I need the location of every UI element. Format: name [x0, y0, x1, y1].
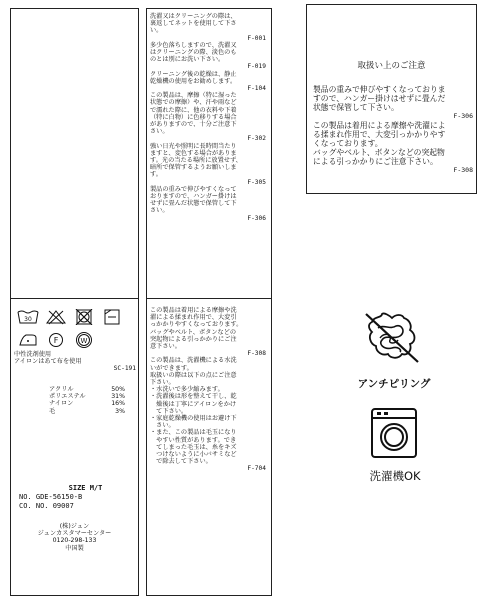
care-symbols-row-1 — [17, 308, 123, 326]
percent: 3% — [115, 407, 125, 415]
composition-row — [49, 386, 125, 393]
care-paragraph: クリーニング後の乾燥は、静止 乾燥機の使用をお勧めします。 F-104 — [150, 70, 266, 93]
iron-low-icon — [17, 331, 39, 349]
anti-pilling-label: アンチピリング — [357, 378, 431, 390]
wet-clean-w-icon — [73, 331, 95, 349]
material: 毛 — [49, 407, 56, 415]
dry-clean-f-icon — [45, 331, 67, 349]
percent: 31% — [111, 393, 125, 401]
company-name: (株)ジュン — [59, 523, 90, 530]
notice-code-2: F-308 — [453, 166, 473, 174]
no-bleach-icon — [45, 308, 67, 326]
company-info — [11, 523, 138, 552]
notice-code-1: F-306 — [453, 112, 473, 120]
care-paragraph: この製品は着用による摩擦や洗 濯による揉まれ作用で、大変引 っかかりやすくなっております。 バッグやベルト、ボタンなどの 突起物による引っかかりにご注 意下さい。 F-308 — [150, 307, 266, 358]
customer-center: ジュンカスタマーセンター — [37, 530, 112, 538]
phone-number: 0120-298-133 — [52, 537, 97, 545]
washer-ok-label: 洗濯機OK — [369, 469, 421, 483]
notice-paragraph-2: この製品は着用による摩擦や洗濯によ る揉まれ作用で、大変引っかかりやす くなっております。 バッグやベルト、ボタンなどの突起物 による引っかかりにご注意下さい。 — [313, 121, 446, 166]
composition-row — [49, 400, 125, 407]
care-paragraph: 多少色落ちしますので、洗濯又 はクリーニングの際、淡色のも のとは別にお洗い下さい。 F-019 — [150, 41, 266, 71]
material: ナイロン — [49, 400, 74, 408]
care-paragraph: 製品の重みで伸びやすくなって おりますので、ハンガー掛けは せずに畳んだ状態で保管して下 さい。 F-306 — [150, 185, 266, 222]
notice-title: 取扱い上のご注意 — [357, 61, 426, 71]
care-label-middle — [146, 8, 272, 596]
care-paragraph: 強い日光や照明に長時間当たり ますと、変色する場合がありま す。光の当たる場所に放置せず、 暗所で保管するようお願いしま す。 F-305 — [150, 142, 266, 186]
notice-body — [313, 85, 473, 175]
wash-30-icon — [17, 308, 39, 326]
washing-machine-icon — [370, 407, 418, 463]
wash-temp-label: 30 — [24, 316, 32, 323]
product-number: NO. GDE-56150-B — [19, 493, 83, 501]
percent: 50% — [111, 386, 125, 393]
care-label-left — [10, 8, 139, 596]
left-card-divider — [11, 298, 138, 299]
size-label: SIZE M/T — [68, 484, 103, 492]
care-paragraph: 洗濯又はクリーニングの際は、 裏返してネットを使用して下さ い。 F-001 — [150, 13, 266, 42]
middle-bottom-block — [150, 307, 266, 473]
composition-row — [49, 393, 125, 400]
care-notice-card — [306, 4, 477, 194]
middle-top-block — [150, 13, 266, 222]
iron-note: アイロンはあて布を使用 — [14, 358, 82, 366]
material: ポリエステル — [49, 393, 86, 401]
notice-paragraph-1: 製品の重みで伸びやすくなっておりま すので、ハンガー掛けはせずに畳んだ 状態で保管して下さい。 — [313, 85, 446, 112]
care-code: SC-191 — [113, 365, 136, 373]
material: アクリル — [49, 386, 74, 393]
co-number: CO. NO. 09007 — [19, 502, 74, 510]
line-dry-shade-icon — [101, 308, 123, 326]
dry-clean-letter: F — [53, 336, 59, 345]
no-tumble-dry-icon — [73, 308, 95, 326]
composition-row — [49, 408, 125, 415]
middle-card-divider — [147, 298, 271, 299]
composition-table — [49, 386, 125, 415]
country-of-origin: 中国製 — [65, 544, 84, 552]
care-symbols-row-2 — [17, 331, 95, 349]
care-paragraph: この製品は、洗濯機による水洗 いができます。 取扱いの際は以下の点にご注意 下さい。 ・水洗いで多少縮みます。 ・洗濯後は形を整えて干し、乾 燥後は丁寧にアイロンをかけ て下さい。 ・家庭乾燥機の使用はお避け下 さい。 ・また、この製品は毛玉になり やすい性質があります。でき てしまった毛玉は、糸をキズ つけないように小バサミなど で除去して下さい。 F-704 — [150, 357, 266, 473]
percent: 16% — [111, 400, 125, 408]
care-notes — [14, 351, 136, 373]
wet-clean-letter: W — [80, 337, 88, 345]
product-info — [11, 484, 138, 511]
care-paragraph: この製品は、摩擦（特に湿った 状態での摩擦）や、汗や雨など で濡れた際に、他の衣料や下着 （特に白物）に色移りする場合 がありますので、十分ご注意下 さい。 F-302 — [150, 92, 266, 143]
anti-pilling-icon — [360, 308, 424, 370]
detergent-note: 中性洗剤使用 — [14, 351, 52, 358]
